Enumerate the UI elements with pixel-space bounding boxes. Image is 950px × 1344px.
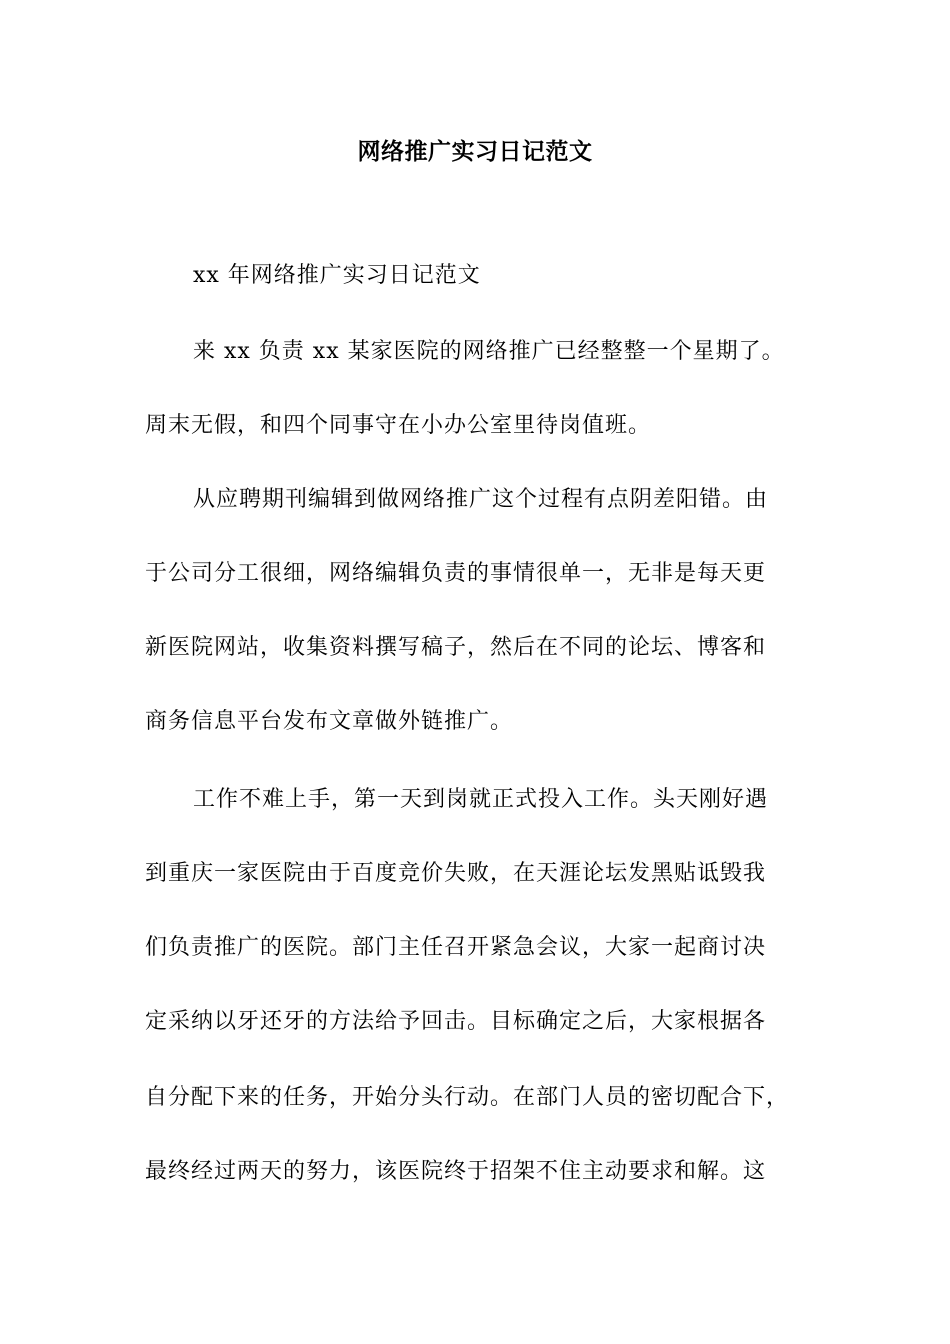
paragraph-line: 最终经过两天的努力，该医院终于招架不住主动要求和解。这 [145,1159,767,1184]
paragraph-line: 自分配下来的任务，开始分头行动。在部门人员的密切配合下， [145,1085,790,1110]
paragraph-line: 从应聘期刊编辑到做网络推广这个过程有点阴差阳错。由 [193,487,769,512]
paragraph-line: 们负责推广的医院。部门主任召开紧急会议，大家一起商讨决 [145,935,767,960]
paragraph-line: 周末无假，和四个同事守在小办公室里待岗值班。 [145,413,652,438]
paragraph-line: 新医院网站，收集资料撰写稿子，然后在不同的论坛、博客和 [145,635,767,660]
paragraph-line: 工作不难上手，第一天到岗就正式投入工作。头天刚好遇 [193,787,769,812]
paragraph-line: 到重庆一家医院由于百度竞价失败，在天涯论坛发黑贴诋毁我 [145,861,767,886]
paragraph-line: 于公司分工很细，网络编辑负责的事情很单一，无非是每天更 [145,561,767,586]
document-title: 网络推广实习日记范文 [357,138,593,165]
paragraph-line: 来 xx 负责 xx 某家医院的网络推广已经整整一个星期了。 [193,339,785,364]
paragraph-line: 商务信息平台发布文章做外链推广。 [145,709,514,734]
paragraph-line: 定采纳以牙还牙的方法给予回击。目标确定之后，大家根据各 [145,1009,767,1034]
subtitle-line: xx 年网络推广实习日记范文 [193,263,481,288]
